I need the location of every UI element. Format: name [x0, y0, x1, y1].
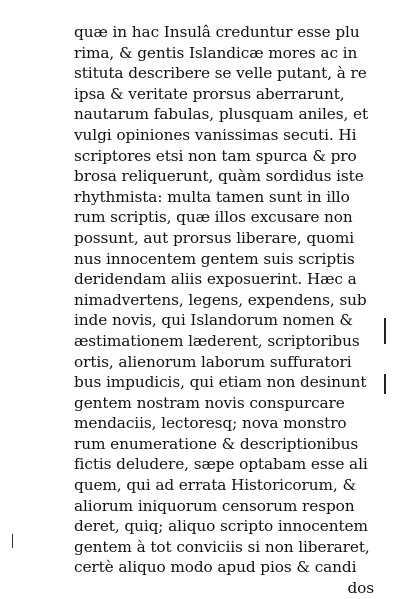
text-line: rum scriptis, quæ illos excusare non: [74, 208, 353, 227]
text-line: ipsa & veritate prorsus aberrarunt,: [74, 84, 345, 103]
text-line: æstimationem læderent, scriptoribus: [74, 331, 360, 350]
margin-stroke: [384, 374, 386, 394]
text-line: gentem à tot conviciis si non liberaret,: [74, 537, 370, 556]
catchword: dos: [347, 579, 374, 598]
text-line: possunt, aut prorsus liberare, quomi: [74, 228, 355, 247]
text-line: deret, quiq; aliquo scripto innocentem: [74, 517, 368, 536]
text-line: vulgi opiniones vanissimas secuti. Hi: [74, 125, 357, 144]
text-line: mendaciis, lectoresq; nova monstro: [74, 414, 347, 433]
text-line: certè aliquo modo apud pios & candi: [74, 558, 357, 577]
text-line: ortis, alienorum laborum suffuratori: [74, 352, 352, 371]
text-line: fictis deludere, sæpe optabam esse ali: [74, 455, 368, 474]
body-text: [74, 22, 374, 599]
text-line: nimadvertens, legens, expendens, sub: [74, 290, 367, 309]
text-line: deridendam aliis exposuerint. Hæc a: [74, 270, 357, 289]
margin-speck: [12, 534, 13, 548]
text-line: rhythmista: multa tamen sunt in illo: [74, 187, 350, 206]
text-line: nautarum fabulas, plusquam aniles, et: [74, 105, 369, 124]
text-line: scriptores etsi non tam spurca & pro: [74, 146, 357, 165]
text-line: brosa reliquerunt, quàm sordidus iste: [74, 167, 364, 186]
text-line: aliorum iniquorum censorum respon: [74, 496, 355, 515]
text-line: gentem nostram novis conspurcare: [74, 393, 345, 412]
text-line: inde novis, qui Islandorum nomen &: [74, 311, 353, 330]
text-line: nus innocentem gentem suis scriptis: [74, 249, 355, 268]
text-line: rum enumeratione & descriptionibus: [74, 434, 359, 453]
text-line: rima, & gentis Islandicæ mores ac in: [74, 43, 358, 62]
text-line: quem, qui ad errata Historicorum, &: [74, 476, 356, 495]
margin-stroke: [384, 318, 386, 344]
text-line: bus impudicis, qui etiam non desinunt: [74, 373, 367, 392]
text-line: quæ in hac Insulâ creduntur esse plu: [74, 23, 360, 41]
text-line: stituta describere se velle putant, à re: [74, 64, 367, 83]
